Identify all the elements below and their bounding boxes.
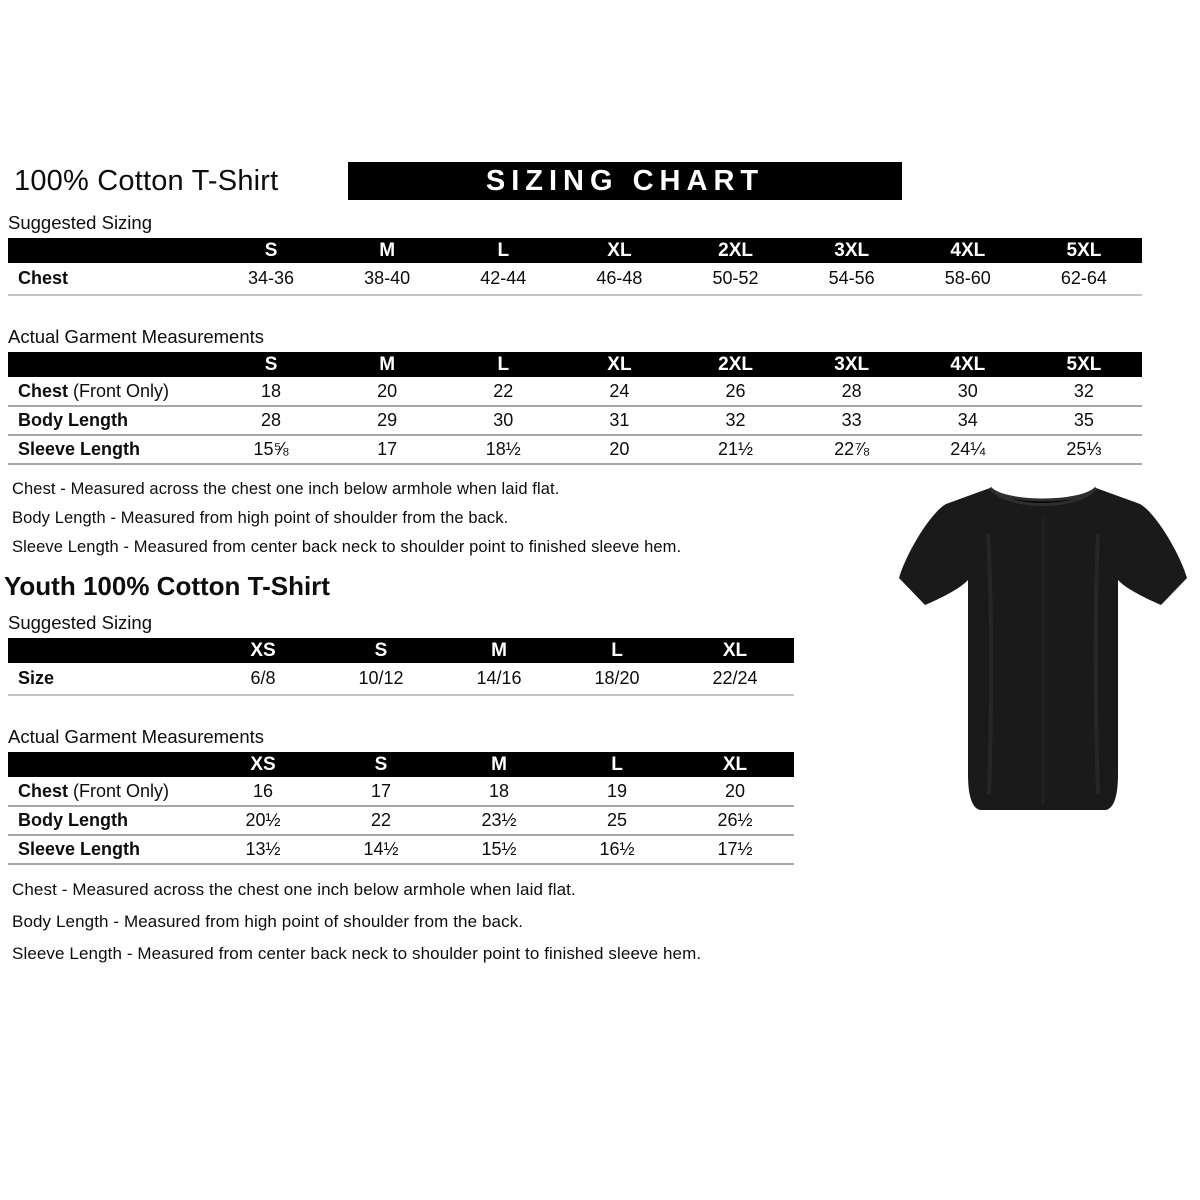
measurement-cell: 35 (1073, 410, 1094, 430)
measurement-cell: 21½ (718, 439, 754, 459)
size-column-header: M (440, 638, 558, 663)
youth-actual-table (8, 752, 794, 865)
measurement-cell: 22 (493, 380, 514, 401)
measurement-row (8, 406, 1142, 435)
size-column-header: L (558, 638, 676, 663)
measurement-cell: 50-52 (712, 268, 759, 288)
row-label (8, 377, 213, 406)
row-label-text: Body Length (18, 810, 128, 830)
measurement-cell: 19 (606, 780, 628, 801)
size-column-header: 3XL (794, 352, 910, 377)
page-title: 100% Cotton T-Shirt (14, 164, 279, 197)
measurement-cell: 22/24 (712, 668, 758, 688)
measurement-cell: 20½ (245, 810, 281, 830)
measurement-cell: 15⅝ (253, 439, 289, 459)
size-column-header: XL (561, 238, 677, 263)
youth-suggested-sizing-label: Suggested Sizing (8, 612, 152, 633)
size-column-header: M (329, 352, 445, 377)
row-label (8, 263, 213, 295)
size-column-header: XL (676, 638, 794, 663)
measurement-cell: 13½ (245, 839, 281, 859)
youth-title: Youth 100% Cotton T-Shirt (4, 571, 330, 601)
measurement-cell: 29 (377, 410, 398, 430)
size-column-header: S (213, 238, 329, 263)
measurement-cell: 6/8 (250, 668, 276, 688)
measurement-cell: 17 (370, 780, 392, 801)
row-label-suffix: (Front Only) (68, 780, 170, 801)
measurement-note: Body Length - Measured from high point of shoulder from the back. (12, 509, 509, 527)
measurement-cell: 26½ (717, 810, 753, 830)
measurement-cell: 58-60 (944, 268, 991, 288)
size-header-row (8, 638, 794, 663)
adult-actual-table (8, 352, 1142, 465)
adult-suggested-table (8, 238, 1142, 296)
size-column-header: 5XL (1026, 352, 1142, 377)
row-label (8, 777, 204, 806)
measurement-cell: 31 (609, 410, 630, 430)
size-column-header: M (329, 238, 445, 263)
measurement-cell: 18 (488, 780, 510, 801)
measurement-row (8, 777, 794, 806)
measurement-note: Sleeve Length - Measured from center back neck to shoulder point to finished sleeve hem. (12, 538, 682, 556)
measurement-cell: 22 (370, 810, 392, 830)
size-column-header: S (213, 352, 329, 377)
size-column-header: 2XL (678, 352, 794, 377)
youth-measurement-notes (12, 880, 1200, 964)
measurement-cell: 20 (609, 439, 630, 459)
size-column-header: 3XL (794, 238, 910, 263)
adult-actual-measurements-label: Actual Garment Measurements (8, 326, 265, 347)
size-header-row (8, 238, 1142, 263)
row-label-text: Chest (18, 780, 69, 801)
sizing-chart-banner: SIZING CHART (348, 162, 902, 200)
size-column-header: XL (676, 752, 794, 777)
measurement-cell: 33 (841, 410, 862, 430)
size-column-header: 4XL (910, 238, 1026, 263)
measurement-note: Chest - Measured across the chest one inch below armhole when laid flat. (12, 880, 576, 899)
measurement-cell: 54-56 (828, 268, 875, 288)
size-column-header: 4XL (910, 352, 1026, 377)
measurement-cell: 18/20 (594, 668, 640, 688)
measurement-cell: 26 (725, 380, 746, 401)
measurement-cell: 14/16 (476, 668, 522, 688)
measurement-note: Sleeve Length - Measured from center back neck to shoulder point to finished sleeve hem. (12, 944, 702, 963)
measurement-cell: 38-40 (364, 268, 411, 288)
size-column-header: 2XL (678, 238, 794, 263)
measurement-row (8, 663, 794, 695)
measurement-cell: 22⅞ (834, 439, 870, 459)
size-column-header: XS (204, 752, 322, 777)
measurement-cell: 24¼ (950, 439, 986, 459)
measurement-cell: 20 (724, 780, 746, 801)
measurement-cell: 18½ (485, 439, 521, 459)
header-spacer-cell (8, 352, 213, 377)
size-column-header: XS (204, 638, 322, 663)
header-row (14, 160, 1200, 202)
row-label (8, 835, 204, 864)
measurement-cell: 16 (252, 780, 274, 801)
row-label (8, 663, 204, 695)
row-label-text: Sleeve Length (18, 839, 141, 859)
measurement-cell: 25⅓ (1066, 439, 1102, 459)
measurement-note: Chest - Measured across the chest one inch below armhole when laid flat. (12, 480, 560, 498)
measurement-cell: 14½ (363, 839, 399, 859)
measurement-cell: 15½ (481, 839, 517, 859)
measurement-cell: 17 (377, 439, 398, 459)
measurement-row (8, 377, 1142, 406)
measurement-cell: 23½ (481, 810, 517, 830)
size-column-header: L (558, 752, 676, 777)
row-label-text: Body Length (18, 410, 128, 430)
size-column-header: S (322, 638, 440, 663)
size-column-header: 5XL (1026, 238, 1142, 263)
adult-suggested-sizing-label: Suggested Sizing (8, 212, 152, 233)
measurement-cell: 10/12 (358, 668, 404, 688)
measurement-cell: 32 (1073, 380, 1094, 401)
measurement-note: Body Length - Measured from high point of shoulder from the back. (12, 912, 524, 931)
row-label-suffix: (Front Only) (68, 380, 170, 401)
size-header-row (8, 352, 1142, 377)
measurement-row (8, 806, 794, 835)
row-label-text: Chest (18, 268, 69, 288)
size-column-header: L (445, 352, 561, 377)
row-label-text: Size (18, 668, 55, 688)
row-label-text: Chest (18, 380, 69, 401)
measurement-cell: 46-48 (596, 268, 643, 288)
black-tshirt-image (893, 474, 1193, 830)
size-column-header: XL (561, 352, 677, 377)
youth-actual-measurements-label: Actual Garment Measurements (8, 726, 265, 747)
header-spacer-cell (8, 638, 204, 663)
row-label (8, 406, 213, 435)
measurement-cell: 34 (957, 410, 978, 430)
measurement-row (8, 835, 794, 864)
measurement-cell: 18 (261, 380, 282, 401)
header-spacer-cell (8, 238, 213, 263)
measurement-cell: 28 (261, 410, 282, 430)
measurement-cell: 30 (493, 410, 514, 430)
size-header-row (8, 752, 794, 777)
measurement-cell: 42-44 (480, 268, 527, 288)
row-label (8, 435, 213, 464)
measurement-cell: 32 (725, 410, 746, 430)
measurement-cell: 17½ (717, 839, 753, 859)
measurement-cell: 25 (606, 810, 628, 830)
header-spacer-cell (8, 752, 204, 777)
size-column-header: S (322, 752, 440, 777)
measurement-cell: 34-36 (248, 268, 295, 288)
measurement-cell: 62-64 (1060, 268, 1107, 288)
measurement-cell: 20 (377, 380, 398, 401)
tshirt-photo (893, 474, 1193, 830)
measurement-row (8, 263, 1142, 295)
measurement-cell: 16½ (599, 839, 635, 859)
measurement-cell: 28 (841, 380, 862, 401)
measurement-cell: 30 (957, 380, 978, 401)
size-column-header: M (440, 752, 558, 777)
measurement-row (8, 435, 1142, 464)
row-label-text: Sleeve Length (18, 439, 141, 459)
youth-suggested-table (8, 638, 794, 696)
size-column-header: L (445, 238, 561, 263)
row-label (8, 806, 204, 835)
measurement-cell: 24 (609, 380, 630, 401)
